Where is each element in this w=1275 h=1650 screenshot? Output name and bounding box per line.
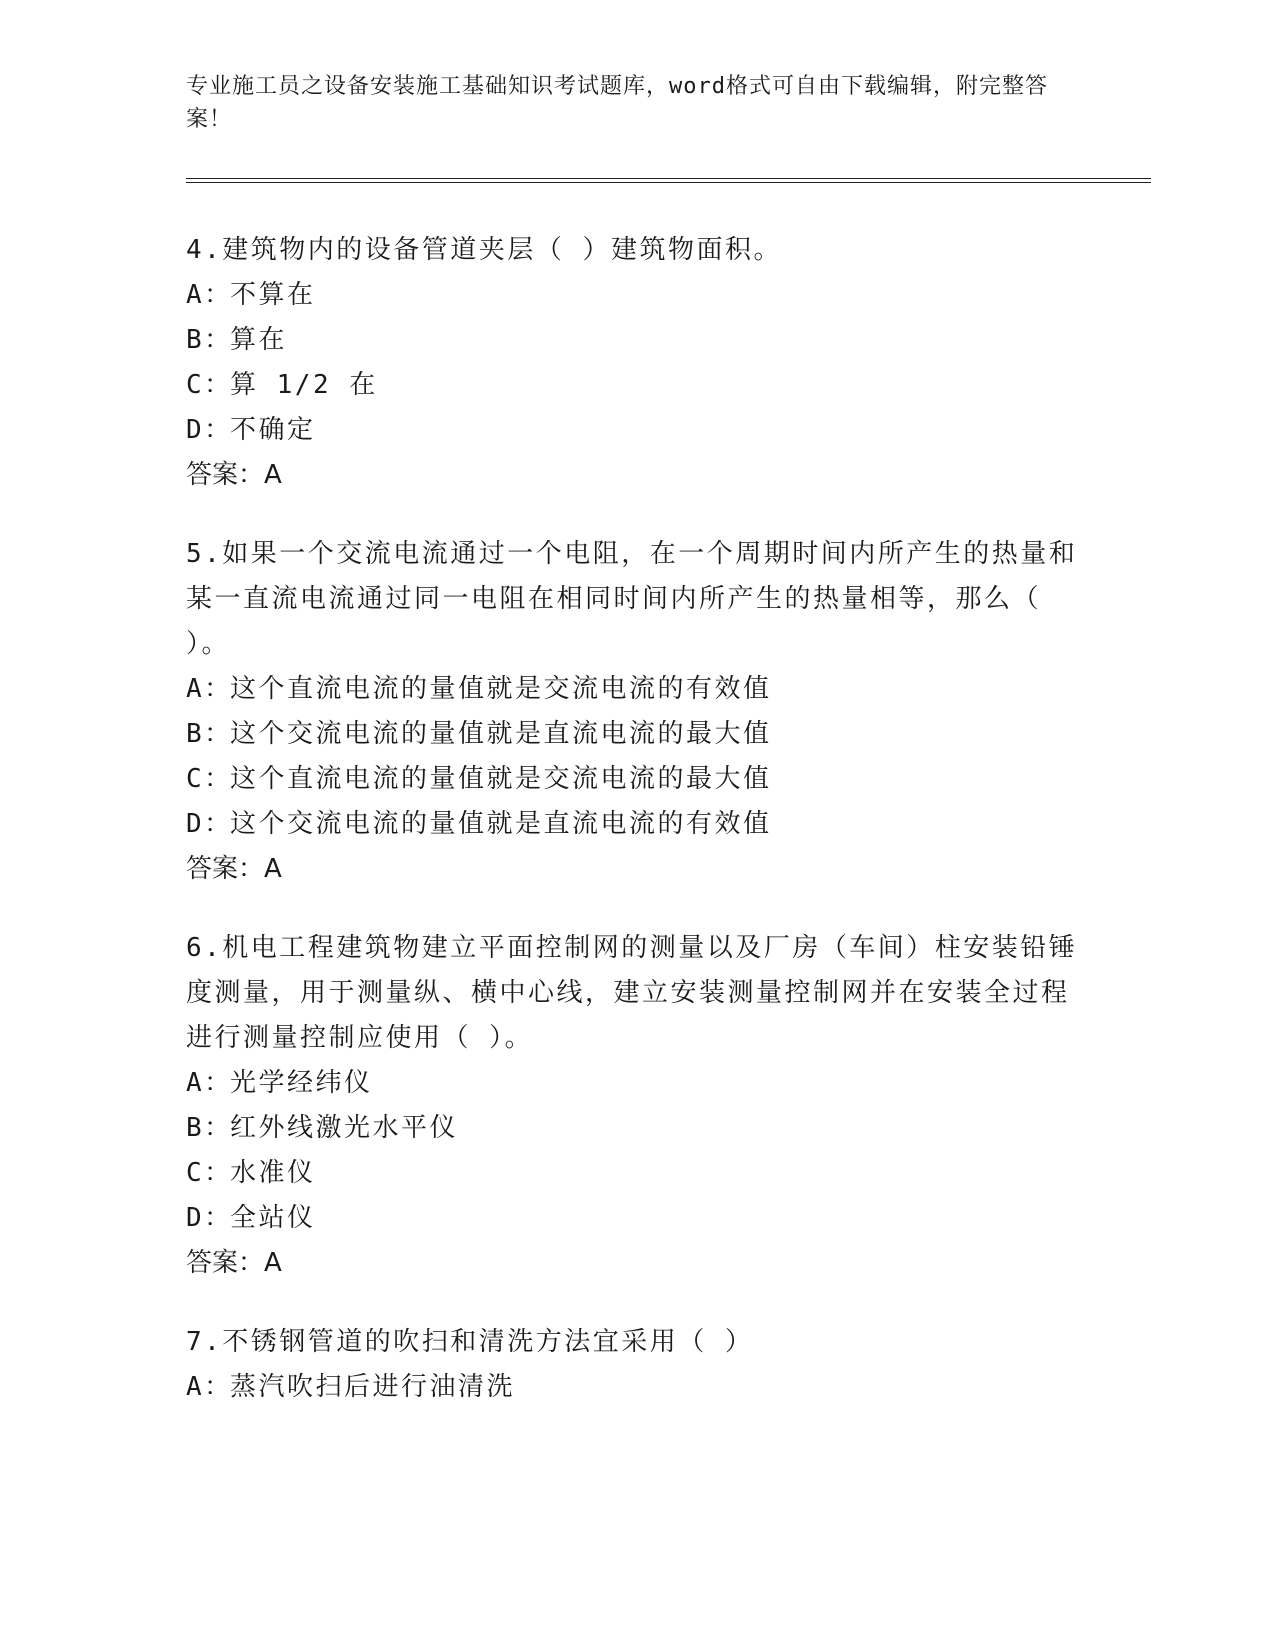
option-key: A： (186, 674, 233, 704)
option-key: A： (186, 1372, 233, 1402)
option-text: 算在 (230, 325, 288, 355)
question-text: 7.不锈钢管道的吹扫和清洗方法宜采用（ ） (186, 1327, 754, 1357)
header-divider-bottom (186, 182, 1151, 183)
option-text: 算 1/2 在 (230, 370, 378, 400)
answer-line (186, 1241, 1086, 1286)
answer-value: A (264, 460, 282, 490)
header-divider-top (186, 178, 1151, 179)
option-a (186, 1365, 1086, 1410)
option-text: 光学经纬仪 (230, 1068, 373, 1098)
option-key: B： (186, 719, 233, 749)
option-a (186, 1061, 1086, 1106)
option-d (186, 802, 1086, 847)
answer-line (186, 847, 1086, 892)
answer-value: A (264, 854, 282, 884)
option-b (186, 712, 1086, 757)
option-key: D： (186, 809, 233, 839)
option-text: 红外线激光水平仪 (230, 1113, 459, 1143)
option-key: D： (186, 415, 233, 445)
option-key: D： (186, 1203, 233, 1233)
option-text: 这个直流电流的量值就是交流电流的最大值 (230, 764, 772, 794)
option-text: 这个交流电流的量值就是直流电流的有效值 (230, 809, 772, 839)
question-6 (186, 926, 1086, 1286)
answer-label: 答案： (186, 1248, 265, 1278)
document-header: 专业施工员之设备安装施工基础知识考试题库，word格式可自由下载编辑，附完整答案！ (186, 74, 1048, 132)
option-key: C： (186, 764, 233, 794)
question-text: 4.建筑物内的设备管道夹层（ ）建筑物面积。 (186, 235, 782, 265)
option-text: 这个交流电流的量值就是直流电流的最大值 (230, 719, 772, 749)
question-text: 6.机电工程建筑物建立平面控制网的测量以及厂房（车间）柱安装铅锤度测量，用于测量纵、横中心线，建立安装测量控制网并在安装全过程进行测量控制应使用（ ）。 (186, 933, 1078, 1053)
option-d (186, 408, 1086, 453)
option-key: B： (186, 325, 233, 355)
question-list (186, 228, 1086, 1444)
option-key: A： (186, 1068, 233, 1098)
option-text: 蒸汽吹扫后进行油清洗 (230, 1372, 516, 1402)
question-7 (186, 1320, 1086, 1410)
option-key: C： (186, 1158, 233, 1188)
answer-label: 答案： (186, 460, 265, 490)
option-text: 全站仪 (230, 1203, 316, 1233)
option-c (186, 757, 1086, 802)
option-text: 这个直流电流的量值就是交流电流的有效值 (230, 674, 772, 704)
answer-line (186, 453, 1086, 498)
option-text: 不算在 (230, 280, 316, 310)
question-text: 5.如果一个交流电流通过一个电阻，在一个周期时间内所产生的热量和某一直流电流通过同一电阻在相同时间内所产生的热量相等，那么（ ）。 (186, 539, 1078, 659)
option-d (186, 1196, 1086, 1241)
option-a (186, 667, 1086, 712)
option-c (186, 363, 1086, 408)
option-key: C： (186, 370, 233, 400)
option-a (186, 273, 1086, 318)
answer-label: 答案： (186, 854, 265, 884)
option-text: 不确定 (230, 415, 316, 445)
option-key: A： (186, 280, 233, 310)
option-b (186, 1106, 1086, 1151)
option-b (186, 318, 1086, 363)
question-5 (186, 532, 1086, 892)
answer-value: A (264, 1248, 282, 1278)
option-text: 水准仪 (230, 1158, 316, 1188)
option-c (186, 1151, 1086, 1196)
option-key: B： (186, 1113, 233, 1143)
question-4 (186, 228, 1086, 498)
